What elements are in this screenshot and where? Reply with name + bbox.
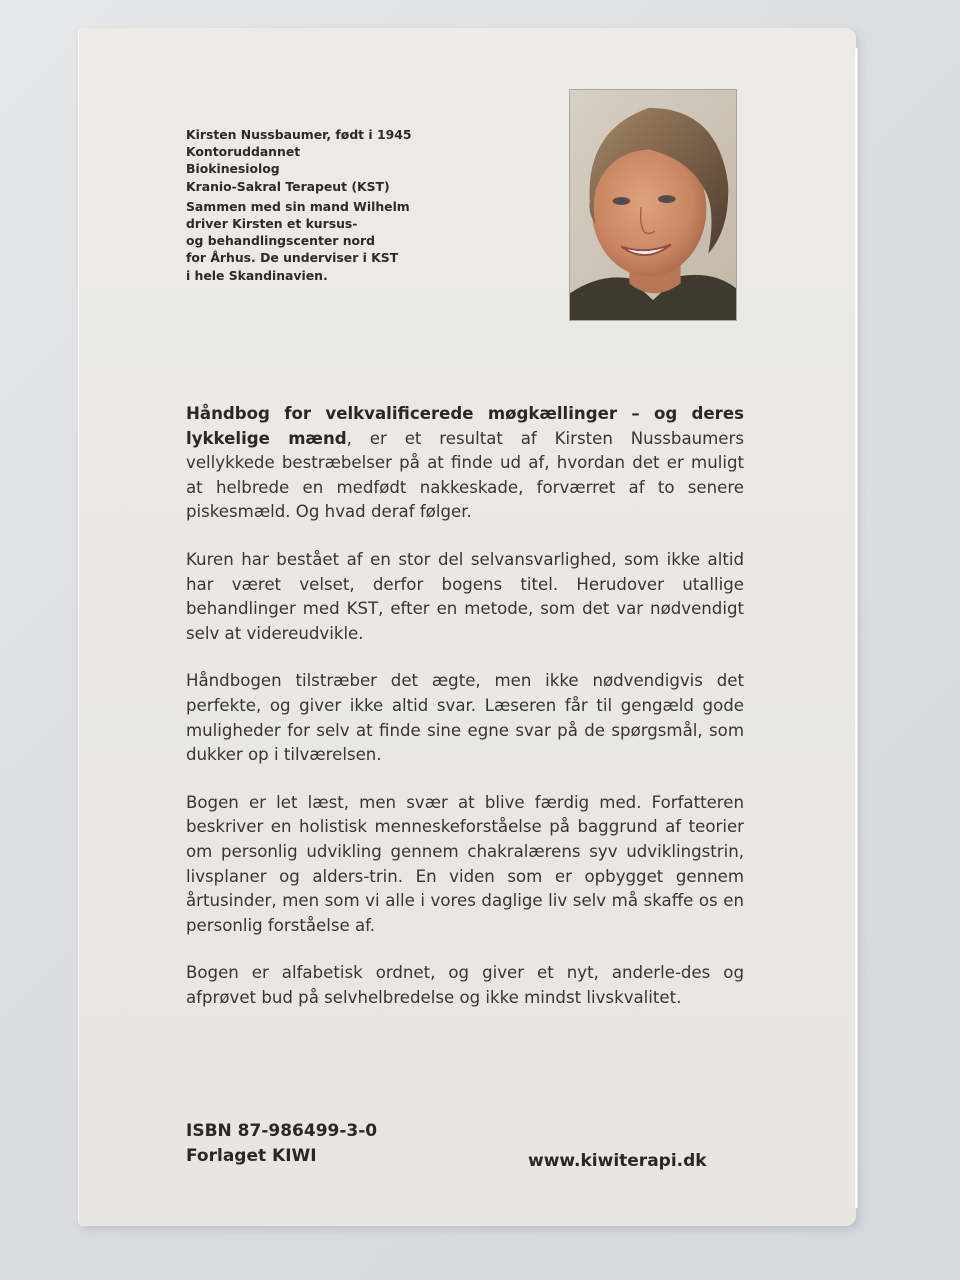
blurb-paragraph-2: Kuren har bestået af en stor del selvansvarlighed, som ikke altid har været velset, derfor bogens titel. Herudover utallige behandlinger med KST, efter en metode, som det var nødvendigt selv at videreudvikle. xyxy=(186,549,744,643)
bio-line: Kranio-Sakral Terapeut (KST) xyxy=(186,178,390,194)
book-back-cover xyxy=(78,28,856,1226)
book-title: Håndbog for velkvalificerede møgkællinger – og deres lykkelige mænd xyxy=(186,404,744,448)
bio-description-line: og behandlingscenter nord xyxy=(186,233,376,249)
blurb-paragraph-5: Bogen er alfabetisk ordnet, og giver et nyt, anderle-des og afprøvet bud på selvhelbredelse og ikke mindst livskvalitet. xyxy=(186,963,744,1007)
bio-description-line: for Århus. De underviser i KST xyxy=(186,250,399,266)
bio-line: Kirsten Nussbaumer, født i 1945 xyxy=(186,127,412,142)
isbn-block xyxy=(186,1119,377,1169)
isbn-number: ISBN 87-986499-3-0 xyxy=(186,1121,378,1141)
bio-line: Kontoruddannet xyxy=(186,144,301,160)
blurb-paragraph-4: Bogen er let læst, men svær at blive færdig med. Forfatteren beskriver en holistisk menneskeforståelse på baggrund af teorier om personlig udvikling gennem chakralærens syv udviklingstrin, livsplaner og alders-trin. En viden som er opbygget gennem årtusinder, men som vi alle i vores daglige liv selv må skaffe os en personlig forståelse af. xyxy=(186,792,744,935)
author-bio xyxy=(186,126,446,284)
portrait-image xyxy=(570,90,736,320)
blurb-paragraph-3: Håndbogen tilstræber det ægte, men ikke nødvendigvis det perfekte, og giver ikke altid svar. Læseren får til gengæld gode muligheder for selv at finde sine egne svar på de spørgsmål, som dukker op i tilværelsen. xyxy=(186,671,744,765)
author-photo xyxy=(569,89,737,321)
blurb-text: , er et resultat af Kirsten Nussbaumers vellykkede bestræbelser på at finde ud af, hvordan det er muligt at helbrede en medfødt nakkeskade, forværret af to senere piskesmæld. Og hvad deraf følger. xyxy=(186,428,744,522)
bio-description-line: i hele Skandinavien. xyxy=(186,267,328,283)
website-url: www.kiwiterapi.dk xyxy=(528,1151,707,1171)
bio-description-line: driver Kirsten et kursus- xyxy=(186,216,358,232)
bio-line: Biokinesiolog xyxy=(186,161,280,177)
blurb-paragraph-1 xyxy=(186,402,744,525)
bio-description-line: Sammen med sin mand Wilhelm xyxy=(186,198,410,214)
book-blurb xyxy=(186,402,744,1033)
publisher-name: Forlaget KIWI xyxy=(186,1146,317,1166)
